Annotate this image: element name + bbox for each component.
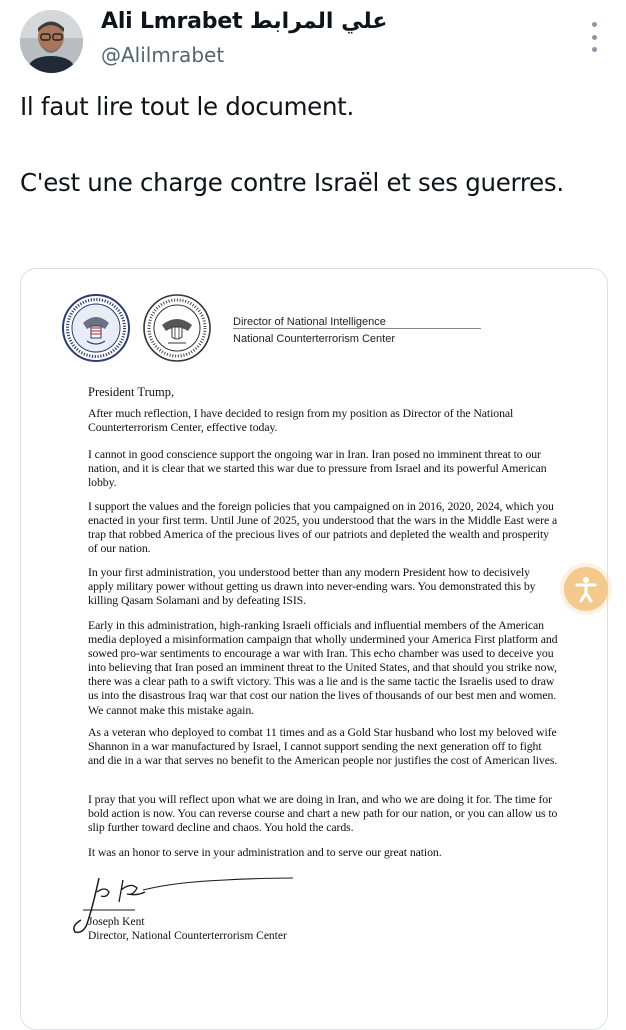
letter-paragraph: As a veteran who deployed to combat 11 times and as a Gold Star husband who lost my beloved wife Shannon in a war manufactured by Israel, I cannot support sending the next generation off to fight and die in a war that serves no benefit to the American people nor justifies the cost of American lives. [88, 725, 558, 768]
letterhead-line-2: National Counterterrorism Center [233, 333, 396, 345]
signature-block [88, 915, 287, 943]
tweet-text [20, 88, 605, 202]
user-handle[interactable]: @Alilmrabet [101, 43, 225, 67]
salutation: President Trump, [88, 385, 175, 399]
tweet-text-line-1: Il faut lire tout le document. [20, 92, 354, 121]
attached-document-image[interactable] [20, 268, 608, 1030]
accessibility-icon [564, 567, 608, 611]
letterhead-rule [233, 328, 481, 329]
letter-paragraph: I cannot in good conscience support the ongoing war in Iran. Iran posed no imminent threat to our nation, and it is clear that we started this war due to pressure from Israel and its powerful American lobby. [88, 447, 547, 490]
letterhead-line-1: Director of National Intelligence [233, 316, 386, 328]
odni-seal-icon [61, 293, 131, 363]
nctc-seal-icon [142, 293, 212, 363]
avatar[interactable] [20, 10, 83, 73]
signer-name: Joseph Kent [88, 916, 145, 928]
letter-paragraph: In your first administration, you understood better than any modern President how to decisively apply military power without getting us drawn into never-ending wars. You demonstrated this by killing Qasam Solamani and by defeating ISIS. [88, 565, 536, 608]
display-name[interactable]: Ali Lmrabet علي المرابط [101, 9, 388, 34]
signer-title: Director, National Counterterrorism Center [88, 930, 287, 942]
letter-paragraph: After much reflection, I have decided to resign from my position as Director of the National Counterterrorism Center, effective today. [88, 406, 514, 435]
more-options-icon[interactable] [586, 22, 602, 52]
letter-paragraph: I pray that you will reflect upon what we are doing in Iran, and who we are doing it for. The time for bold action is now. You can reverse course and chart a new path for our nation, or you can allow us to slip further toward decline and chaos. You hold the cards. [88, 792, 558, 835]
tweet-text-line-2: C'est une charge contre Israël et ses guerres. [20, 168, 564, 197]
letter-paragraph: Early in this administration, high-ranking Israeli officials and influential members of the American media deployed a misinformation campaign that wholly undermined your America First platform and sowed pro-war sentiments to encourage a war with Iran. This echo chamber was used to deceive you into believing that Iran posed an imminent threat to the United States, and that should you strike now, there was a clear path to a swift victory. This was a lie and is the same tactic the Israelis used to draw us into the disastrous Iraq war that cost our nation the lives of thousands of our best men and women. We cannot make this mistake again. [88, 618, 558, 717]
accessibility-button[interactable] [564, 567, 608, 611]
avatar-photo [20, 10, 83, 73]
letter-paragraph: It was an honor to serve in your administration and to serve our great nation. [88, 845, 442, 859]
letter-paragraph: I support the values and the foreign policies that you campaigned on in 2016, 2020, 2024, which you enacted in your first term. Until June of 2025, you understood that the wars in the Middle East were a trap that robbed America of the precious lives of our patriots and depleted the wealth and prosperity of our nation. [88, 499, 558, 556]
resignation-letter [21, 269, 607, 1029]
